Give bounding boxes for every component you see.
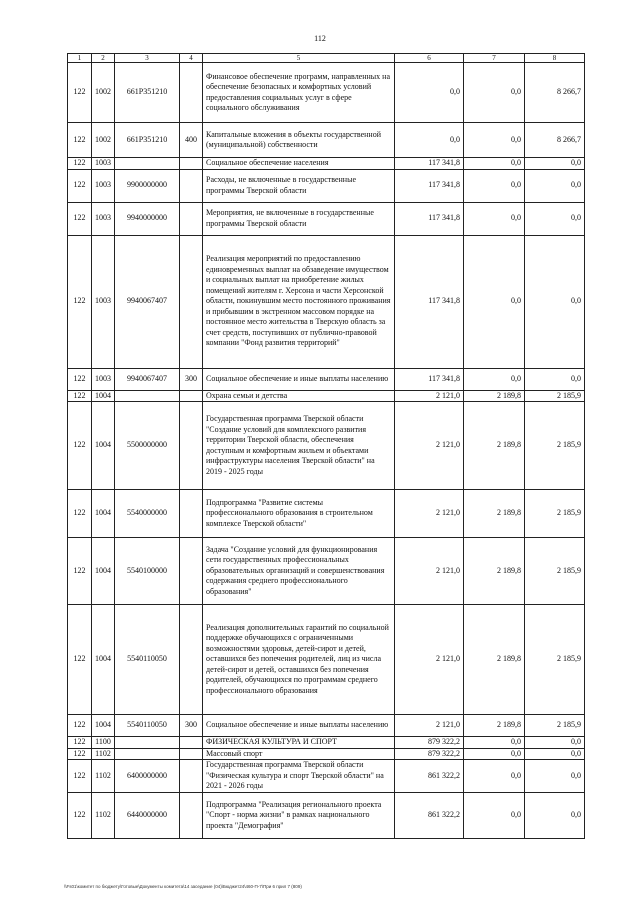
amount-col7: 0,0 xyxy=(464,123,525,158)
section-code: 1002 xyxy=(92,63,115,123)
amount-col8: 2 185,9 xyxy=(525,402,585,490)
target-article-code: 6440000000 xyxy=(115,793,180,839)
section-code: 1003 xyxy=(92,235,115,368)
amount-col6: 2 121,0 xyxy=(395,605,464,715)
target-article-code: 9940000000 xyxy=(115,202,180,235)
column-number-row xyxy=(68,54,585,63)
target-article-code: 5540110050 xyxy=(115,605,180,715)
column-number: 5 xyxy=(203,54,395,63)
target-article-code: 661P351210 xyxy=(115,63,180,123)
section-code: 1004 xyxy=(92,538,115,605)
expense-type-code xyxy=(180,748,203,760)
expense-type-code xyxy=(180,760,203,793)
column-number: 3 xyxy=(115,54,180,63)
amount-col8: 0,0 xyxy=(525,235,585,368)
section-code: 1003 xyxy=(92,169,115,202)
table-row xyxy=(68,169,585,202)
ministry-code: 122 xyxy=(68,737,92,749)
target-article-code: 6400000000 xyxy=(115,760,180,793)
amount-col6: 2 121,0 xyxy=(395,538,464,605)
item-name: Капитальные вложения в объекты государственной (муниципальной) собственности xyxy=(203,123,395,158)
section-code: 1003 xyxy=(92,202,115,235)
section-code: 1004 xyxy=(92,490,115,538)
table-row xyxy=(68,748,585,760)
amount-col6: 879 322,2 xyxy=(395,737,464,749)
item-name: Социальное обеспечение и иные выплаты населению xyxy=(203,715,395,737)
item-name: Расходы, не включенные в государственные программы Тверской области xyxy=(203,169,395,202)
target-article-code: 9900000000 xyxy=(115,169,180,202)
section-code: 1004 xyxy=(92,402,115,490)
amount-col6: 117 341,8 xyxy=(395,158,464,170)
amount-col6: 2 121,0 xyxy=(395,490,464,538)
expense-type-code xyxy=(180,793,203,839)
table-row xyxy=(68,123,585,158)
table-row xyxy=(68,605,585,715)
amount-col7: 0,0 xyxy=(464,202,525,235)
item-name: Мероприятия, не включенные в государственные программы Тверской области xyxy=(203,202,395,235)
target-article-code: 5540000000 xyxy=(115,490,180,538)
expense-type-code xyxy=(180,235,203,368)
amount-col7: 0,0 xyxy=(464,760,525,793)
amount-col8: 2 185,9 xyxy=(525,715,585,737)
item-name: Реализация мероприятий по предоставлению единовременных выплат на обзаведение имуществом и социальных выплат на приобретение жилых помещений жителям г. Херсона и части Херсонской области, покинувшим место постоянного проживания и прибывшим в экстренном массовом порядке на постоянное место жительства в Тверскую область за счет средств, поступивших от публично-правовой компании "Фонд развития территорий" xyxy=(203,235,395,368)
amount-col7: 0,0 xyxy=(464,368,525,390)
section-code: 1102 xyxy=(92,760,115,793)
amount-col7: 0,0 xyxy=(464,158,525,170)
amount-col6: 2 121,0 xyxy=(395,390,464,402)
amount-col8: 0,0 xyxy=(525,202,585,235)
amount-col7: 2 189,8 xyxy=(464,538,525,605)
amount-col7: 2 189,8 xyxy=(464,490,525,538)
column-number: 1 xyxy=(68,54,92,63)
target-article-code xyxy=(115,748,180,760)
column-number: 2 xyxy=(92,54,115,63)
expense-type-code xyxy=(180,202,203,235)
column-number: 8 xyxy=(525,54,585,63)
amount-col7: 0,0 xyxy=(464,793,525,839)
table-row xyxy=(68,235,585,368)
ministry-code: 122 xyxy=(68,748,92,760)
budget-table xyxy=(67,53,585,839)
item-name: Финансовое обеспечение программ, направленных на обеспечение безопасных и комфортных условий предоставления социальных услуг в сфере социального обслуживания xyxy=(203,63,395,123)
amount-col8: 8 266,7 xyxy=(525,123,585,158)
amount-col7: 0,0 xyxy=(464,748,525,760)
table-body xyxy=(68,54,585,839)
section-code: 1100 xyxy=(92,737,115,749)
target-article-code: 661P351210 xyxy=(115,123,180,158)
amount-col6: 0,0 xyxy=(395,63,464,123)
item-name: Государственная программа Тверской области "Создание условий для комплексного развития территории Тверской области, обеспечения доступным и комфортным жильем и объектами инфраструктуры населения Тверской области" на 2019 - 2025 годы xyxy=(203,402,395,490)
amount-col8: 2 185,9 xyxy=(525,605,585,715)
ministry-code: 122 xyxy=(68,368,92,390)
table-row xyxy=(68,402,585,490)
amount-col6: 0,0 xyxy=(395,123,464,158)
expense-type-code xyxy=(180,490,203,538)
expense-type-code xyxy=(180,390,203,402)
ministry-code: 122 xyxy=(68,169,92,202)
expense-type-code xyxy=(180,158,203,170)
amount-col8: 0,0 xyxy=(525,169,585,202)
amount-col7: 2 189,8 xyxy=(464,715,525,737)
amount-col7: 2 189,8 xyxy=(464,402,525,490)
file-path-footer: \\Fs01\комитет по бюджету\Готовые\Документы комитета\14 заседание (04)\Бюджет24\460-П-7\При 6 прил 7 (809) xyxy=(64,884,302,889)
section-code: 1004 xyxy=(92,390,115,402)
target-article-code xyxy=(115,390,180,402)
section-code: 1004 xyxy=(92,715,115,737)
table-row xyxy=(68,538,585,605)
item-name: Реализация дополнительных гарантий по социальной поддержке обучающихся с ограниченными возможностями здоровья, детей-сирот и детей, оставшихся без попечения родителей, лиц из числа детей-сирот и детей, оставшихся без попечения родителей, обучающихся по программам среднего профессионального образования xyxy=(203,605,395,715)
amount-col8: 0,0 xyxy=(525,368,585,390)
expense-type-code xyxy=(180,737,203,749)
section-code: 1003 xyxy=(92,368,115,390)
amount-col6: 117 341,8 xyxy=(395,235,464,368)
table-row xyxy=(68,737,585,749)
amount-col6: 2 121,0 xyxy=(395,402,464,490)
section-code: 1003 xyxy=(92,158,115,170)
amount-col6: 879 322,2 xyxy=(395,748,464,760)
target-article-code: 5540100000 xyxy=(115,538,180,605)
amount-col6: 861 322,2 xyxy=(395,793,464,839)
table-row xyxy=(68,63,585,123)
table-row xyxy=(68,715,585,737)
item-name: Подпрограмма "Реализация регионального проекта "Спорт - норма жизни" в рамках национального проекта "Демография" xyxy=(203,793,395,839)
amount-col6: 117 341,8 xyxy=(395,169,464,202)
item-name: Массовый спорт xyxy=(203,748,395,760)
item-name: Подпрограмма "Развитие системы профессионального образования в строительном комплексе Тверской области" xyxy=(203,490,395,538)
amount-col8: 2 185,9 xyxy=(525,490,585,538)
amount-col8: 2 185,9 xyxy=(525,538,585,605)
ministry-code: 122 xyxy=(68,123,92,158)
item-name: Социальное обеспечение населения xyxy=(203,158,395,170)
ministry-code: 122 xyxy=(68,390,92,402)
item-name: Социальное обеспечение и иные выплаты населению xyxy=(203,368,395,390)
column-number: 4 xyxy=(180,54,203,63)
table-row xyxy=(68,202,585,235)
amount-col6: 861 322,2 xyxy=(395,760,464,793)
expense-type-code xyxy=(180,63,203,123)
amount-col7: 0,0 xyxy=(464,63,525,123)
expense-type-code: 400 xyxy=(180,123,203,158)
table-row xyxy=(68,793,585,839)
column-number: 6 xyxy=(395,54,464,63)
amount-col8: 0,0 xyxy=(525,737,585,749)
amount-col7: 0,0 xyxy=(464,737,525,749)
amount-col8: 8 266,7 xyxy=(525,63,585,123)
table-row xyxy=(68,390,585,402)
ministry-code: 122 xyxy=(68,490,92,538)
amount-col8: 0,0 xyxy=(525,158,585,170)
amount-col6: 2 121,0 xyxy=(395,715,464,737)
table-row xyxy=(68,760,585,793)
table-row xyxy=(68,368,585,390)
section-code: 1002 xyxy=(92,123,115,158)
item-name: Государственная программа Тверской области "Физическая культура и спорт Тверской области" на 2021 - 2026 годы xyxy=(203,760,395,793)
expense-type-code xyxy=(180,538,203,605)
ministry-code: 122 xyxy=(68,63,92,123)
ministry-code: 122 xyxy=(68,158,92,170)
expense-type-code xyxy=(180,605,203,715)
ministry-code: 122 xyxy=(68,402,92,490)
item-name: Задача "Создание условий для функционирования сети государственных профессиональных образовательных организаций и совершенствования содержания среднего профессионального образования" xyxy=(203,538,395,605)
table-row xyxy=(68,158,585,170)
ministry-code: 122 xyxy=(68,202,92,235)
amount-col7: 2 189,8 xyxy=(464,390,525,402)
amount-col8: 0,0 xyxy=(525,760,585,793)
amount-col6: 117 341,8 xyxy=(395,368,464,390)
column-number: 7 xyxy=(464,54,525,63)
section-code: 1004 xyxy=(92,605,115,715)
ministry-code: 122 xyxy=(68,793,92,839)
amount-col8: 2 185,9 xyxy=(525,390,585,402)
page-number: 112 xyxy=(314,34,326,43)
expense-type-code xyxy=(180,169,203,202)
item-name: Охрана семьи и детства xyxy=(203,390,395,402)
amount-col6: 117 341,8 xyxy=(395,202,464,235)
ministry-code: 122 xyxy=(68,538,92,605)
expense-type-code: 300 xyxy=(180,715,203,737)
target-article-code xyxy=(115,158,180,170)
amount-col8: 0,0 xyxy=(525,793,585,839)
ministry-code: 122 xyxy=(68,235,92,368)
amount-col7: 0,0 xyxy=(464,169,525,202)
amount-col7: 2 189,8 xyxy=(464,605,525,715)
table-row xyxy=(68,490,585,538)
item-name: ФИЗИЧЕСКАЯ КУЛЬТУРА И СПОРТ xyxy=(203,737,395,749)
target-article-code: 5540110050 xyxy=(115,715,180,737)
amount-col7: 0,0 xyxy=(464,235,525,368)
target-article-code xyxy=(115,737,180,749)
ministry-code: 122 xyxy=(68,715,92,737)
expense-type-code: 300 xyxy=(180,368,203,390)
section-code: 1102 xyxy=(92,748,115,760)
target-article-code: 9940067407 xyxy=(115,368,180,390)
ministry-code: 122 xyxy=(68,760,92,793)
target-article-code: 9940067407 xyxy=(115,235,180,368)
expense-type-code xyxy=(180,402,203,490)
ministry-code: 122 xyxy=(68,605,92,715)
target-article-code: 5500000000 xyxy=(115,402,180,490)
section-code: 1102 xyxy=(92,793,115,839)
amount-col8: 0,0 xyxy=(525,748,585,760)
